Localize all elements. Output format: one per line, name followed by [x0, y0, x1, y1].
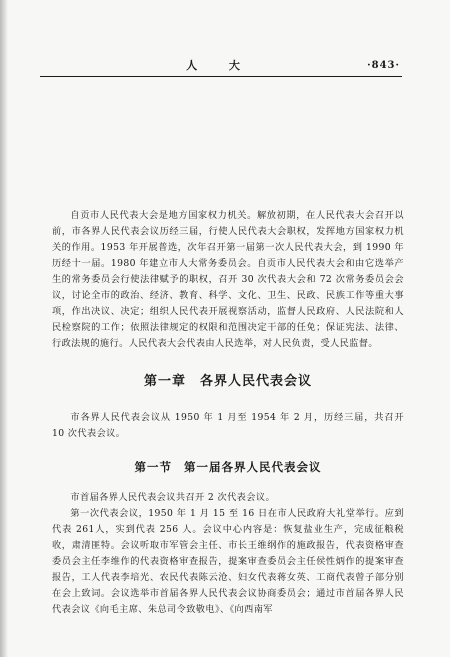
chapter-title: 各界人民代表会议 — [200, 374, 313, 389]
running-header — [40, 58, 400, 74]
header-rule — [40, 76, 402, 77]
main-content — [52, 208, 404, 618]
page-binding-shadow — [0, 0, 8, 657]
chapter-heading — [52, 372, 404, 392]
section-title: 第一届各界人民代表会议 — [184, 460, 322, 474]
section-number: 第一节 — [134, 460, 172, 474]
section-intro-paragraph: 市首届各界人民代表会议共召开 2 次代表会议。 — [70, 492, 276, 503]
section-heading — [52, 458, 404, 476]
page-number: ·843· — [367, 60, 400, 71]
header-title: 人 大 — [186, 59, 254, 72]
first-session-paragraph: 第一次代表会议，1950 年 1 月 15 至 16 日在市人民政府大礼堂举行。应到代表 261人，实到代表 256 人。会议中心内容是：恢复盐业生产，完成征粮税收，肃清匪特。会议听取市军管会主任、市长王维纲作的施政报告，代表资格审查委员会主任李维作的代表资格审查报告，提案审查委员会主任侯性炳作的提案审查报告，工人代表李培光、农民代表陈云沧、妇女代表蒋女英、工商代表曾子部分别在会上致词。会议选举市首届各界人民代表会议协商委员会；通过市首届各界人民代表会议《向毛主席、朱总司令致敬电》、《向西南军 — [52, 508, 404, 615]
intro-paragraph: 自贡市人民代表大会是地方国家权力机关。解放初期，在人民代表大会召开以前，市各界人民代表会议历经三届，行使人民代表大会职权，发挥地方国家权力机关的作用。1953 年开展普选，次年召开第一届第一次人民代表大会，到 1990 年历经十一届。1980 年建立市人大常务委员会。自贡市人民代表大会和由它选举产生的常务委员会行使法律赋予的职权，召开 30 次代表大会和 72 次常务委员会会议，讨论全市的政治、经济、教育、科学、文化、卫生、民政、民族工作等重大事项，作出决议、决定；组织人民代表开展视察活动，监督人民政府、人民法院和人民检察院的工作；依照法律规定的权限和范围决定干部的任免；保证宪法、法律、行政法规的施行。人民代表大会代表由人民选举，对人民负责，受人民监督。 — [52, 210, 404, 349]
chapter-number: 第一章 — [143, 374, 186, 389]
chapter-intro-paragraph: 市各界人民代表会议从 1950 年 1 月至 1954 年 2 月，历经三届，共召开 10 次代表会议。 — [52, 412, 404, 439]
